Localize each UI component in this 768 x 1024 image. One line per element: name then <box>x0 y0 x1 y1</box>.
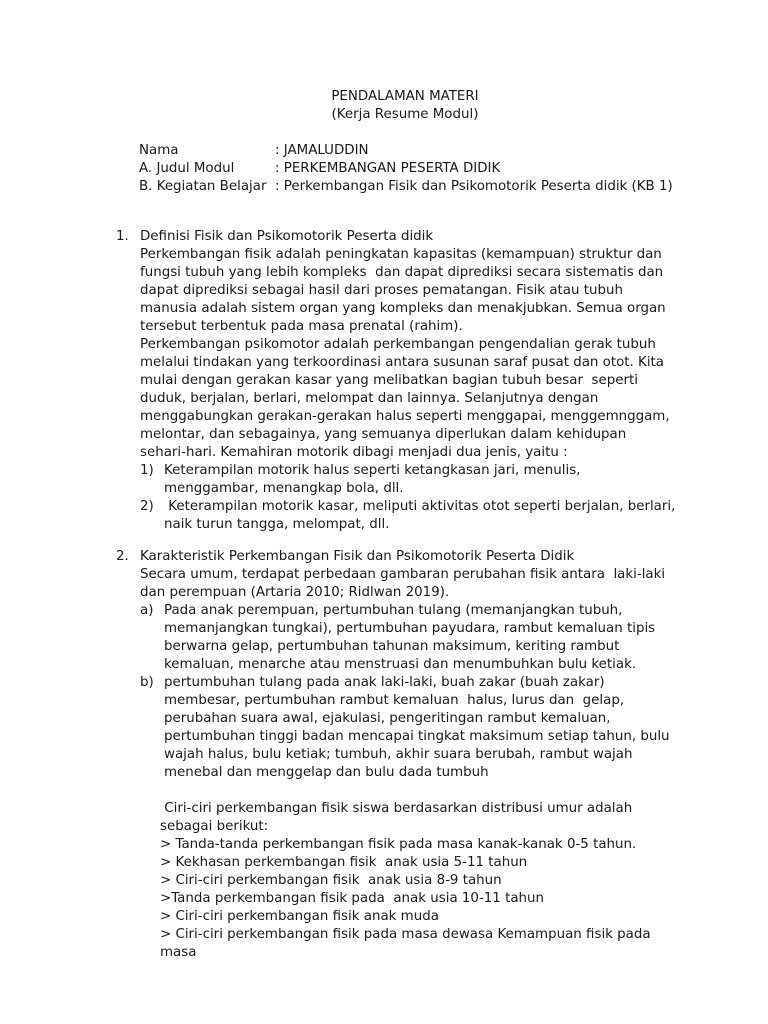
info-label: A. Judul Modul <box>139 161 235 176</box>
info-value: : Perkembangan Fisik dan Psikomotorik Peserta didik (KB 1) <box>275 179 673 194</box>
ciri-list-item: >Tanda perkembangan fisik pada anak usia 10-11 tahun <box>160 891 544 906</box>
list-item-text: Keterampilan motorik kasar, meliputi aktivitas otot seperti berjalan, berlari, naik turun tangga, melompat, dll. <box>164 499 680 532</box>
ciri-list-item: > Ciri-ciri perkembangan fisik pada masa dewasa Kemampuan fisik pada masa <box>160 927 655 960</box>
section-body <box>140 246 680 534</box>
list-item-label: b) <box>140 675 154 690</box>
section-heading: Definisi Fisik dan Psikomotorik Peserta didik <box>140 229 434 244</box>
list-item <box>140 674 676 782</box>
info-row-nama <box>139 142 673 160</box>
list-item-text: Keterampilan motorik halus seperti ketangkasan jari, menulis, menggambar, menangkap bola, dll. <box>164 463 589 496</box>
section-definisi <box>116 228 680 534</box>
list-item-text: Pada anak perempuan, pertumbuhan tulang (memanjangkan tubuh, memanjangkan tungkai), pertumbuhan payudara, rambut kemaluan tipis berwarna gelap, pertumbuhan tahunan maksimum, keriting rambut kemaluan, menarche atau menstruasi dan menumbuhkan bulu ketiak. <box>164 603 660 672</box>
info-row-judul-modul <box>139 160 673 178</box>
section-number: 1. <box>116 229 129 244</box>
ciri-list-item: > Kekhasan perkembangan fisik anak usia 5-11 tahun <box>160 855 528 870</box>
section-heading: Karakteristik Perkembangan Fisik dan Psikomotorik Peserta Didik <box>140 549 575 564</box>
document-subtitle: (Kerja Resume Modul) <box>331 107 479 122</box>
info-label: Nama <box>139 143 179 158</box>
ciri-list-item: > Tanda-tanda perkembangan fisik pada masa kanak-kanak 0-5 tahun. <box>160 837 637 852</box>
list-item-label: a) <box>140 603 154 618</box>
list-item-label: 1) <box>140 463 154 478</box>
info-row-kegiatan-belajar <box>139 178 673 196</box>
section-heading-row <box>116 548 676 566</box>
ciri-list-item: > Ciri-ciri perkembangan fisik anak usia 8-9 tahun <box>160 873 502 888</box>
document-title: PENDALAMAN MATERI <box>331 89 479 104</box>
spacer <box>140 782 676 800</box>
info-value: : PERKEMBANGAN PESERTA DIDIK <box>275 161 501 176</box>
info-value: : JAMALUDDIN <box>275 143 369 158</box>
list-item-label: 2) <box>140 499 154 514</box>
section-body <box>140 566 676 962</box>
info-block <box>139 142 673 196</box>
section-heading-row <box>116 228 676 246</box>
list-item <box>140 498 680 534</box>
info-label: B. Kegiatan Belajar <box>139 179 267 194</box>
list-item <box>140 462 676 498</box>
section-karakteristik <box>116 548 676 962</box>
ciri-list-item: > Ciri-ciri perkembangan fisik anak muda <box>160 909 439 924</box>
list-item <box>140 602 676 674</box>
paragraph: Secara umum, terdapat perbedaan gambaran perubahan fisik antara laki-laki dan perempuan (Artaria 2010; Ridlwan 2019). <box>140 567 670 600</box>
paragraph: Perkembangan psikomotor adalah perkembangan pengendalian gerak tubuh melalui tindakan yang terkoordinasi antara susunan saraf pusat dan otot. Kita mulai dengan gerakan kasar yang melibatkan bagian tubuh besar seperti duduk, berjalan, berlari, melompat dan lainnya. Selanjutnya dengan menggabungkan gerakan-gerakan halus seperti menggapai, menggemnggam, melontar, dan sebagainya, yang semuanya diperlukan dalam kehidupan sehari-hari. Kemahiran motorik dibagi menjadi dua jenis, yaitu : <box>140 337 674 460</box>
paragraph: Perkembangan fisik adalah peningkatan kapasitas (kemampuan) struktur dan fungsi tubuh yang lebih kompleks dan dapat diprediksi secara sistematis dan dapat diprediksi sebagai hasil dari proses pematangan. Fisik atau tubuh manusia adalah sistem organ yang kompleks dan menakjubkan. Semua organ tersebut terbentuk pada masa prenatal (rahim). <box>140 247 670 334</box>
section-number: 2. <box>116 549 129 564</box>
ciri-intro: Ciri-ciri perkembangan fisik siswa berdasarkan distribusi umur adalah sebagai berikut: <box>160 801 637 834</box>
list-item-text: pertumbuhan tulang pada anak laki-laki, buah zakar (buah zakar) membesar, pertumbuhan rambut kemaluan halus, lurus dan gelap, perubahan suara awal, ejakulasi, pengeritingan rambut kemaluan, pertumbuhan tinggi badan mencapai tingkat maksimum setiap tahun, bulu wajah halus, bulu ketiak; tumbuh, akhir suara berubah, rambut wajah menebal dan menggelap dan bulu dada tumbuh <box>164 675 674 780</box>
